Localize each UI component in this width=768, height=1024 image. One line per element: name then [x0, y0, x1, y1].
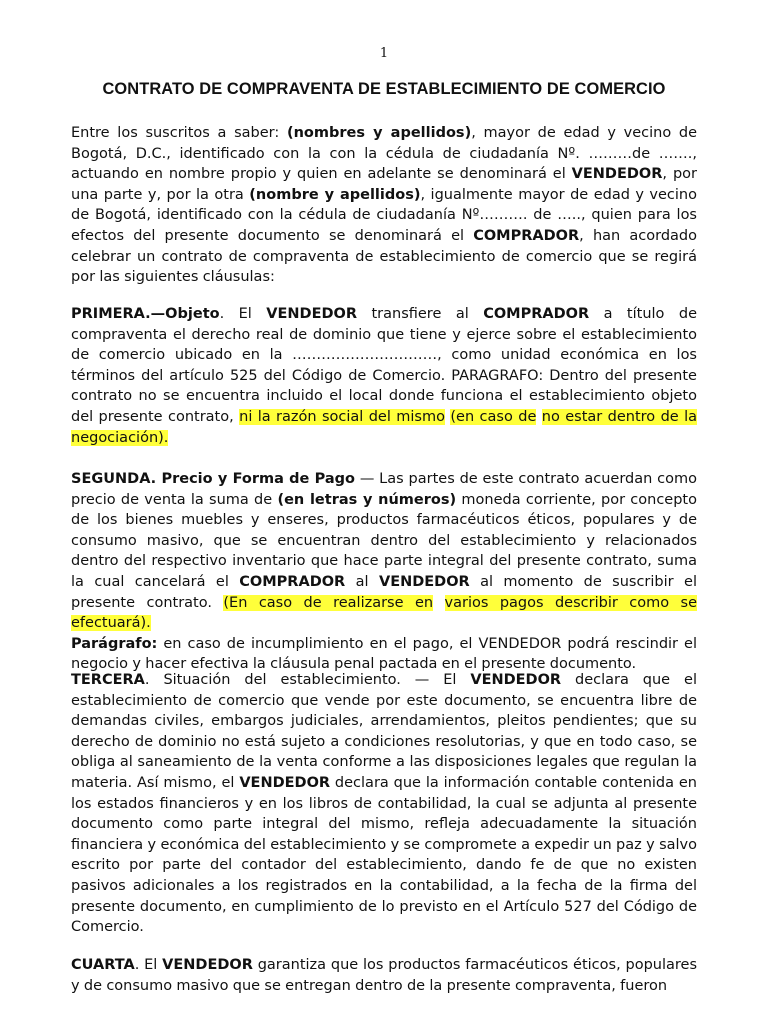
clause-heading: CUARTA	[71, 957, 135, 973]
intro-text: , han acordado celebrar un contrato de compraventa de establecimiento de comercio que se regirá por las siguientes cláusulas:	[71, 227, 698, 286]
clause-text	[433, 595, 444, 611]
party-term-buyer: COMPRADOR	[483, 306, 590, 322]
buyer-name-placeholder: (nombre y apellidos)	[249, 186, 421, 203]
clause-text: . Situación del establecimiento. — El	[144, 672, 471, 688]
highlighted-note: (En caso de realizarse en	[223, 594, 434, 611]
clause-heading: PRIMERA.—Objeto	[71, 306, 220, 322]
party-term-seller: VENDEDOR	[239, 774, 331, 791]
clause-text: transfiere al	[357, 306, 484, 322]
highlighted-note: ni la razón social del mismo	[239, 408, 445, 425]
seller-name-placeholder: (nombres y apellidos)	[286, 125, 472, 141]
page-number: 1	[379, 46, 389, 61]
party-term-buyer: COMPRADOR	[473, 227, 580, 244]
clause-text: declara que el establecimiento de comercio que vende por este documento, se encuentra libre de demandas civiles, embargos judiciales, arrendamientos, pleitos pendientes; que su derecho de dominio no está sujeto a condiciones resolutorias, y que en todo caso, se obliga al saneamiento de la venta conforme a las disposiciones legales que regulan la materia. Así mismo, el	[71, 672, 697, 791]
clause-text: declara que la información contable contenida en los estados financieros y en los libros de contabilidad, la cual se adjunta al presente documento como parte integral del mismo, refleja adecuadamente la situación financiera y económica del establecimiento y se compromete a expedir un paz y salvo escrito por parte del contador del establecimiento, dando fe de que no existen pasivos adicionales a los registrados en la contabilidad, a la fecha de la firma del presente documento, en cumplimiento de lo previsto en el Artículo 527 del Código de Comercio.	[71, 774, 697, 936]
highlighted-note: no estar dentro de la negociación).	[71, 408, 698, 446]
intro-text: , mayor de edad y vecino de Bogotá, D.C., identificado con la con la cédula de ciudadanía Nº. ………de ……., actuando en nombre propio y quien en adelante se denominará el	[71, 125, 698, 183]
clause-text: . El	[219, 306, 267, 322]
clause-cuarta	[71, 955, 697, 996]
paragrafo-label: Parágrafo:	[71, 635, 158, 652]
clause-tercera	[71, 670, 697, 938]
clause-text: al	[345, 573, 379, 590]
clause-text: . El	[134, 957, 163, 973]
clause-heading: SEGUNDA. Precio y Forma de Pago	[71, 471, 356, 487]
clause-text: al momento de suscribir el presente contrato.	[71, 573, 697, 611]
party-term-seller: VENDEDOR	[378, 573, 470, 590]
clause-text: a título de compraventa el derecho real de dominio que tiene y ejerce sobre el establecimiento de comercio ubicado en la …………………………, como unidad económica en los términos del artículo 525 del Código de Comercio.	[71, 306, 697, 384]
clause-segunda	[71, 469, 697, 675]
clause-text: en caso de incumplimiento en el pago, el VENDEDOR podrá rescindir el negocio y hacer efectiva la cláusula penal pactada en el presente documento.	[71, 635, 697, 673]
price-placeholder: (en letras y números)	[277, 491, 457, 508]
paragrafo-label: PARAGRAFO	[451, 367, 539, 384]
clause-text	[536, 409, 541, 425]
clause-text: garantiza que los productos farmacéuticos éticos, populares y de consumo masivo que se entregan dentro de la presente compraventa, fueron	[71, 957, 697, 994]
clause-text: : Dentro del presente contrato no se encuentra incluido el local donde funciona el establecimiento objeto del presente contrato,	[71, 367, 697, 425]
party-term-seller: VENDEDOR	[162, 957, 253, 973]
party-term-seller: VENDEDOR	[266, 306, 358, 322]
clause-text: — Las partes de este contrato acuerdan como precio de venta la suma de	[71, 471, 698, 508]
party-term-seller: VENDEDOR	[470, 672, 562, 688]
clause-text: moneda corriente, por concepto de los bienes muebles y enseres, productos farmacéuticos éticos, populares y de consumo masivo, que se encuentran dentro del establecimiento y relacionados dentro del respectivo inventario que hace parte integral del presente contrato, suma la cual cancelará el	[71, 491, 697, 590]
intro-paragraph	[71, 123, 697, 288]
clause-heading: TERCERA	[71, 672, 145, 688]
clause-primera	[71, 304, 697, 448]
intro-text: , igualmente mayor de edad y vecino de Bogotá, identificado con la cédula de ciudadanía Nº………. de ….., quien para los efectos del presente documento se denominará el	[71, 186, 697, 244]
intro-text: Entre los suscritos a saber:	[71, 125, 287, 141]
highlighted-note: (en caso de	[450, 408, 537, 425]
party-term-buyer: COMPRADOR	[239, 573, 346, 590]
party-term-seller: VENDEDOR	[571, 166, 663, 183]
document-title: CONTRATO DE COMPRAVENTA DE ESTABLECIMIENTO DE COMERCIO	[102, 80, 666, 98]
highlighted-note: varios pagos describir como se efectuará).	[71, 594, 697, 632]
intro-text: , por una parte y, por la otra	[71, 166, 697, 203]
